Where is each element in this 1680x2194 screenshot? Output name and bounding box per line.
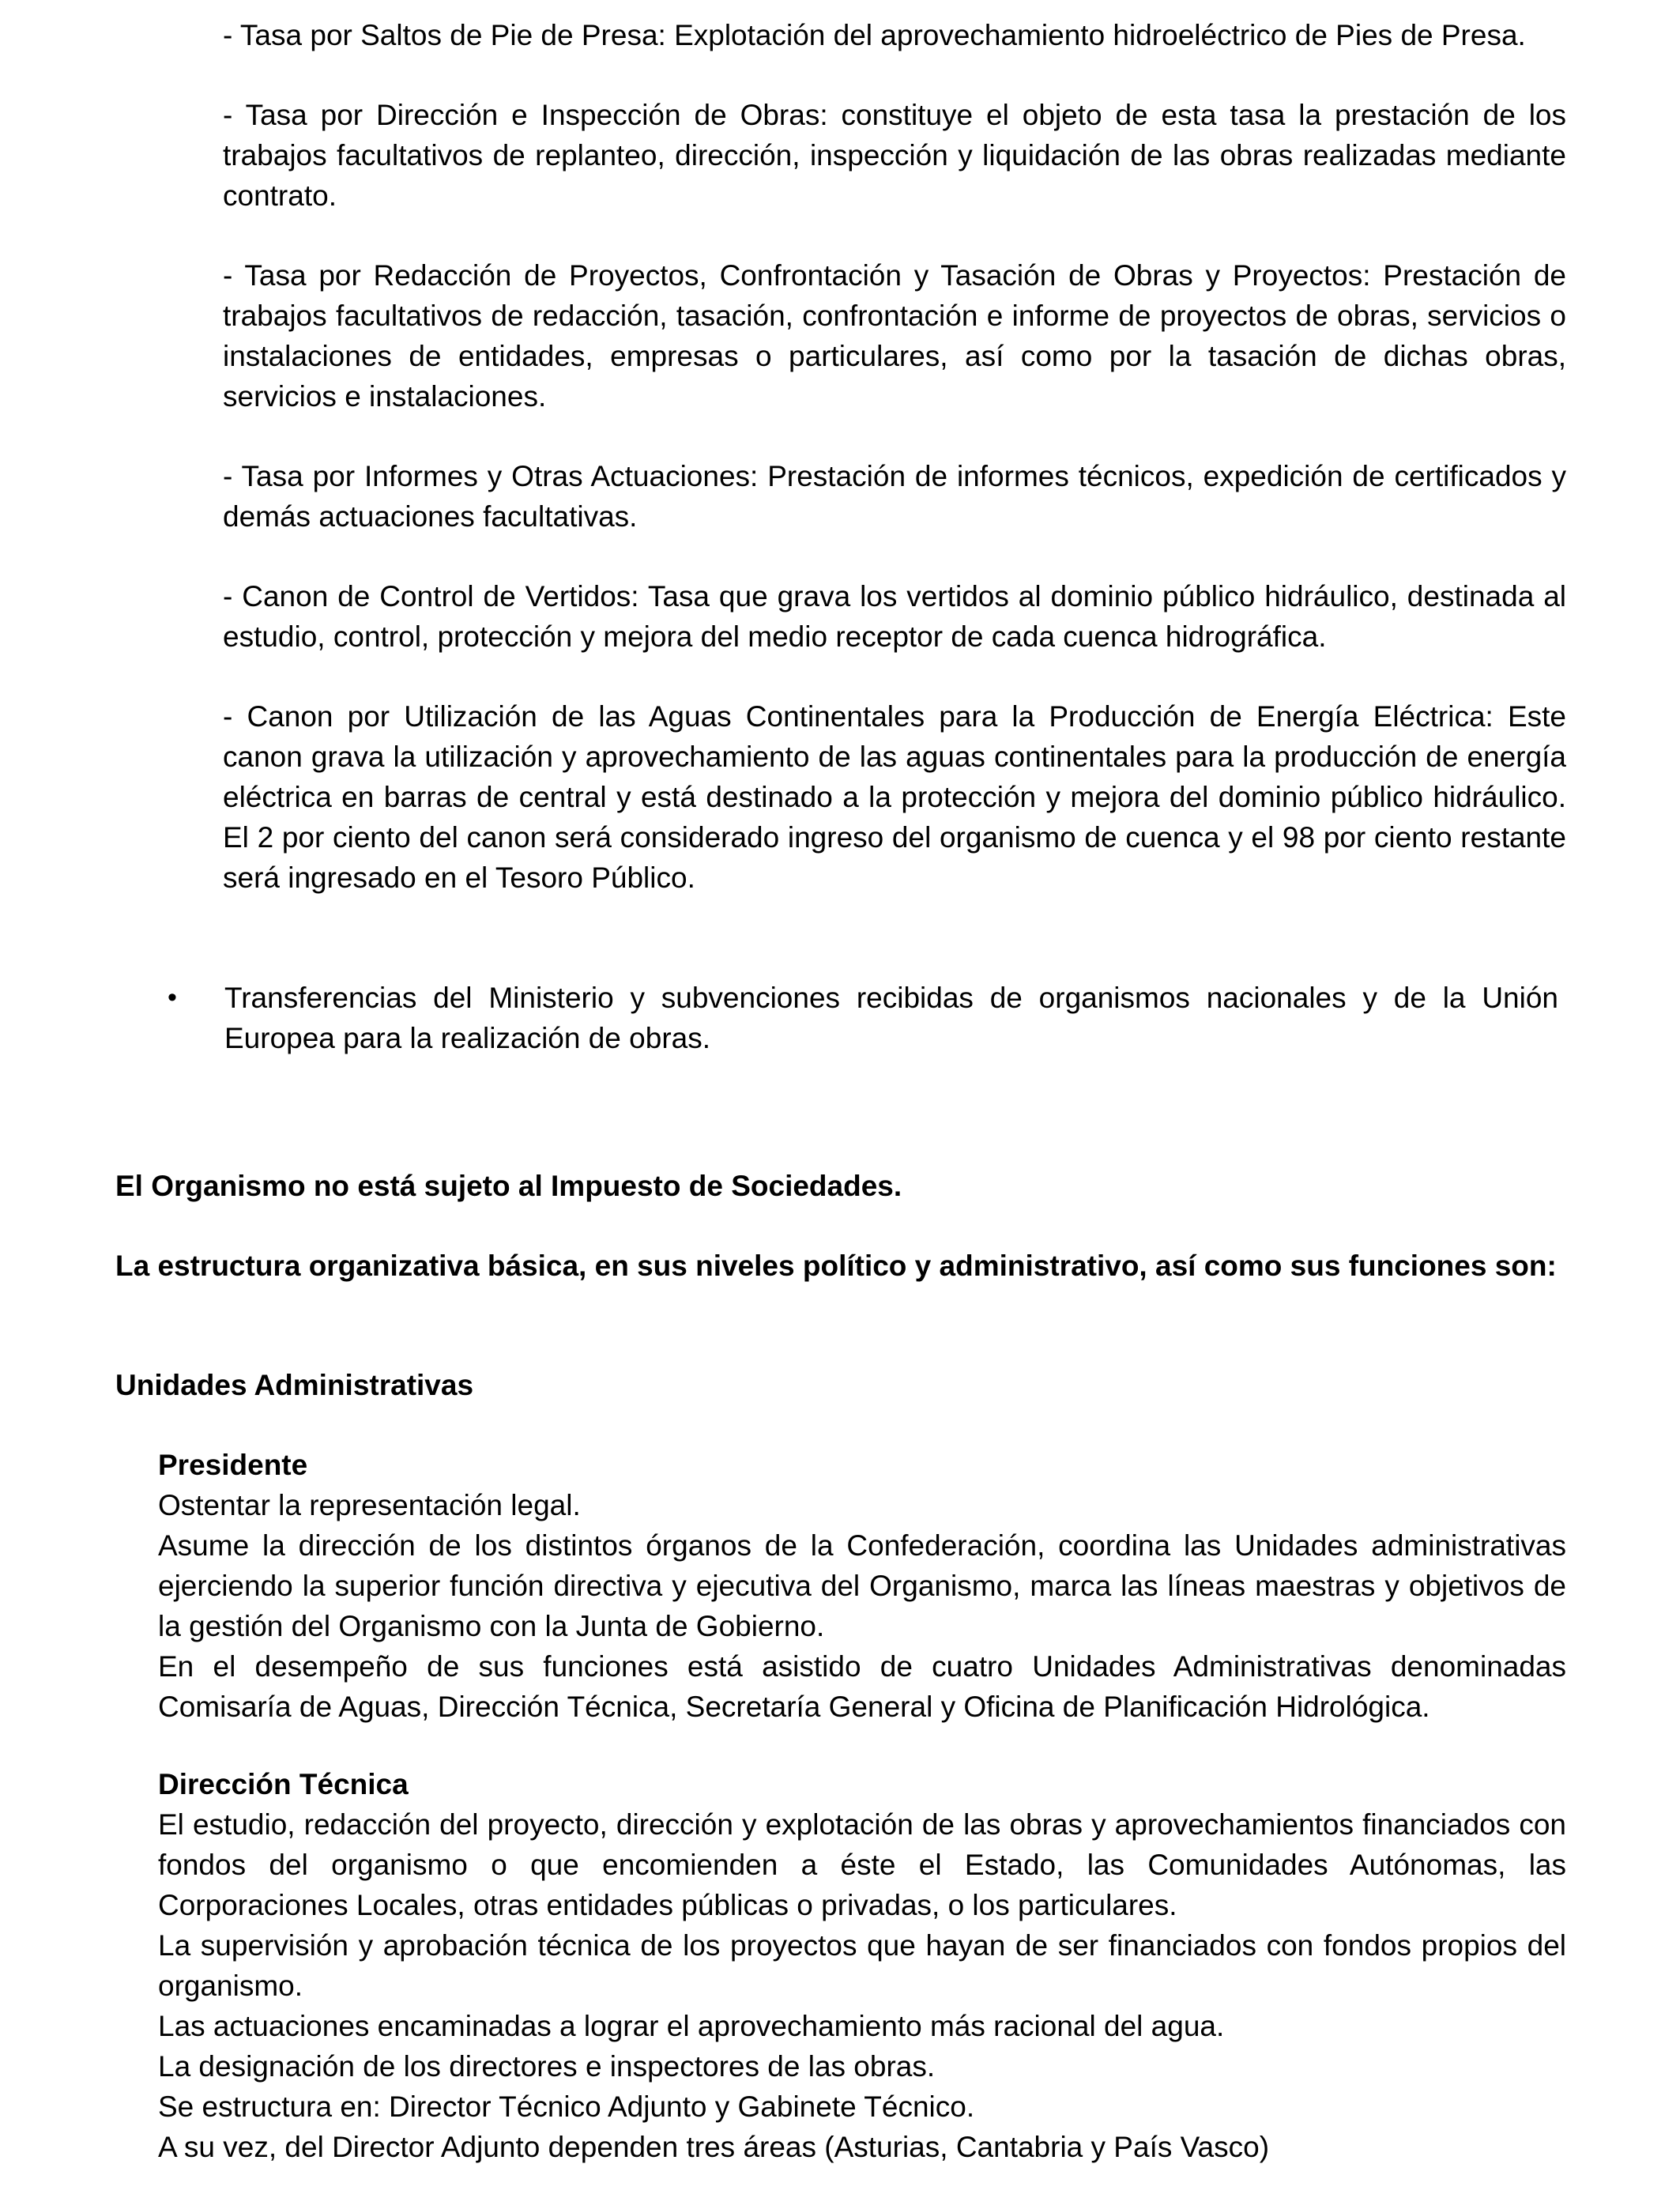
unit-title-direccion-tecnica: Dirección Técnica: [158, 1768, 409, 1800]
tax-item-redaccion-proyectos: - Tasa por Redacción de Proyectos, Confrontación y Tasación de Obras y Proyectos: Prestación de trabajos facultativos de redacción, tasación, confrontación e informe de proyectos de obras, servicios o instalaciones de entidades, empresas o particulares, así como por la tasación de dichas obras, servicios e instalaciones.: [223, 259, 1566, 413]
unit-presidente: [158, 1445, 1566, 1727]
tax-list: [223, 15, 1566, 937]
bullet-text: Transferencias del Ministerio y subvenciones recibidas de organismos nacionales y de la Unión Europea para la realización de obras.: [224, 982, 1558, 1054]
unit-line: Ostentar la representación legal.: [158, 1489, 581, 1521]
tax-item-canon-energia: - Canon por Utilización de las Aguas Continentales para la Producción de Energía Eléctrica: Este canon grava la utilización y aprovechamiento de las aguas continentales para la producción de energía eléctrica en barras de central y está destinado a la protección y mejora del dominio público hidráulico. El 2 por ciento del canon será considerado ingreso del organismo de cuenca y el 98 por ciento restante será ingresado en el Tesoro Público.: [223, 700, 1566, 894]
tax-exempt-statement: El Organismo no está sujeto al Impuesto de Sociedades.: [115, 1170, 902, 1202]
unit-line: Las actuaciones encaminadas a lograr el aprovechamiento más racional del agua.: [158, 2010, 1225, 2042]
tax-item-saltos: - Tasa por Saltos de Pie de Presa: Explotación del aprovechamiento hidroeléctrico de Pies de Presa.: [223, 19, 1526, 51]
tax-item-informes: - Tasa por Informes y Otras Actuaciones: Prestación de informes técnicos, expedición de certificados y demás actuaciones facultativas.: [223, 460, 1566, 533]
unit-line: La supervisión y aprobación técnica de los proyectos que hayan de ser financiados con fondos propios del organismo.: [158, 1929, 1566, 2002]
unit-direccion-tecnica: [158, 1764, 1566, 2167]
units-heading: Unidades Administrativas: [115, 1369, 474, 1401]
structure-intro: La estructura organizativa básica, en sus niveles político y administrativo, así como sus funciones son:: [115, 1250, 1557, 1282]
unit-line: A su vez, del Director Adjunto dependen tres áreas (Asturias, Cantabria y País Vasco): [158, 2131, 1270, 2163]
unit-line: El estudio, redacción del proyecto, dirección y explotación de las obras y aprovechamientos financiados con fondos del organismo o que encomienden a éste el Estado, las Comunidades Autónomas, las Corporaciones Locales, otras entidades públicas o privadas, o los particulares.: [158, 1808, 1566, 1921]
tax-item-direccion-inspeccion: - Tasa por Dirección e Inspección de Obras: constituye el objeto de esta tasa la prestación de los trabajos facultativos de replanteo, dirección, inspección y liquidación de las obras realizadas mediante contrato.: [223, 99, 1566, 212]
unit-line: En el desempeño de sus funciones está asistido de cuatro Unidades Administrativas denominadas Comisaría de Aguas, Dirección Técnica, Secretaría General y Oficina de Planificación Hidrológica.: [158, 1650, 1566, 1723]
unit-line: Asume la dirección de los distintos órganos de la Confederación, coordina las Unidades administrativas ejerciendo la superior función directiva y ejecutiva del Organismo, marca las líneas maestras y objetivos de la gestión del Organismo con la Junta de Gobierno.: [158, 1529, 1566, 1642]
tax-item-control-vertidos: - Canon de Control de Vertidos: Tasa que grava los vertidos al dominio público hidráulico, destinada al estudio, control, protección y mejora del medio receptor de cada cuenca hidrográfica.: [223, 580, 1566, 653]
unit-line: Se estructura en: Director Técnico Adjunto y Gabinete Técnico.: [158, 2090, 975, 2123]
bullet-transferencias: [168, 978, 1558, 1058]
unit-title-presidente: Presidente: [158, 1449, 308, 1481]
bullet-icon: •: [168, 982, 177, 1012]
unit-line: La designación de los directores e inspectores de las obras.: [158, 2050, 936, 2083]
